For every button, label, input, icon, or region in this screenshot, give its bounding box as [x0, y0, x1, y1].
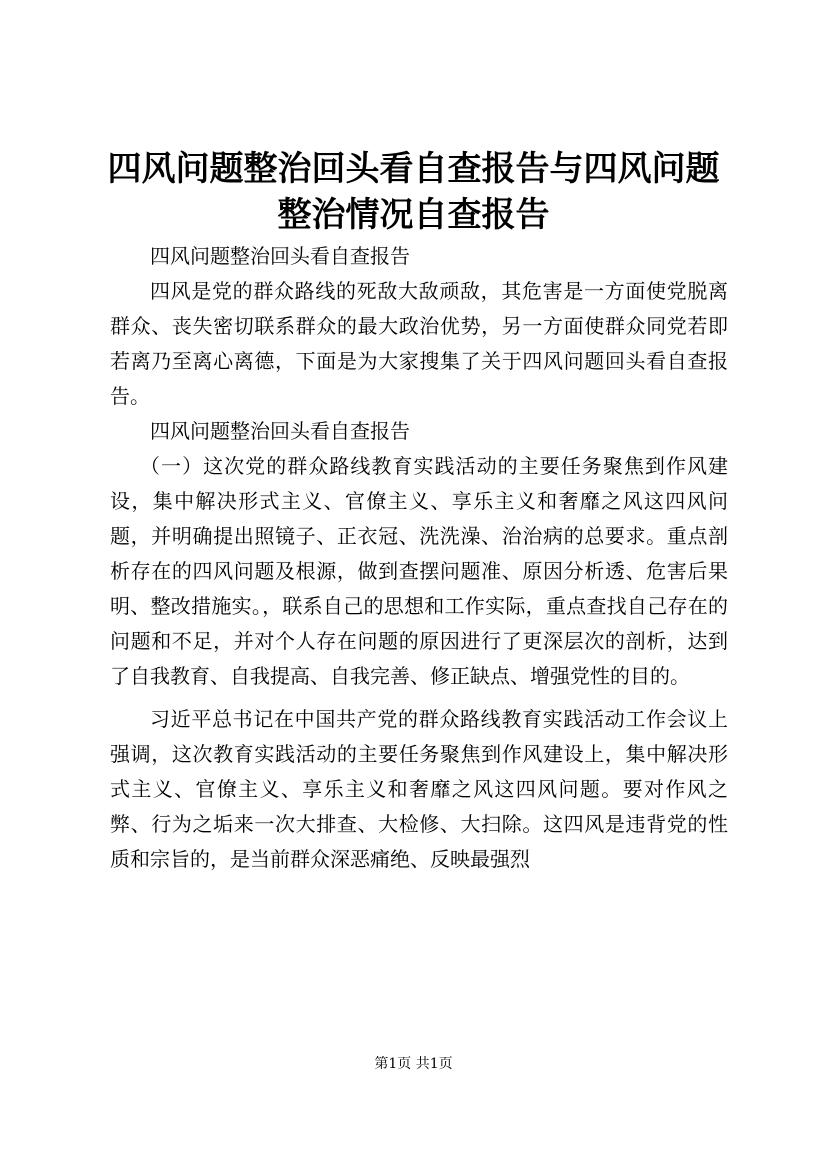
body-paragraph: （一）这次党的群众路线教育实践活动的主要任务聚焦到作风建设，集中解决形式主义、官僚主义、享乐主义和奢靡之风这四风问题，并明确提出照镜子、正衣冠、洗洗澡、治治病的总要求。重点剖析存在的四风问题及根源，做到查摆问题准、原因分析透、危害后果明、整改措施实。，联系自己的思想和工作实际，重点查找自己存在的问题和不足，并对个人存在问题的原因进行了更深层次的剖析，达到了自我教育、自我提高、自我完善、修正缺点、增强党性的目的。 — [110, 454, 728, 688]
section-heading: 四风问题整治回头看自查报告 — [150, 244, 410, 268]
document-title: 四风问题整治回头看自查报告与四风问题整治情况自查报告 — [107, 149, 720, 235]
document-body — [110, 239, 728, 877]
section-heading: 四风问题整治回头看自查报告 — [150, 419, 410, 443]
intro-paragraph: 四风是党的群众路线的死敌大敌顽敌，其危害是一方面使党脱离群众、丧失密切联系群众的最大政治优势，另一方面使群众同党若即若离乃至离心离德，下面是为大家搜集了关于四风问题回头看自查报告。 — [110, 279, 728, 408]
page-footer: 第1页 共1页 — [374, 1056, 453, 1072]
body-paragraph: 习近平总书记在中国共产党的群众路线教育实践活动工作会议上强调，这次教育实践活动的主要任务聚焦到作风建设上，集中解决形式主义、官僚主义、享乐主义和奢靡之风这四风问题。要对作风之弊、行为之垢来一次大排查、大检修、大扫除。这四风是违背党的性质和宗旨的，是当前群众深恶痛绝、反映最强烈 — [110, 707, 728, 871]
